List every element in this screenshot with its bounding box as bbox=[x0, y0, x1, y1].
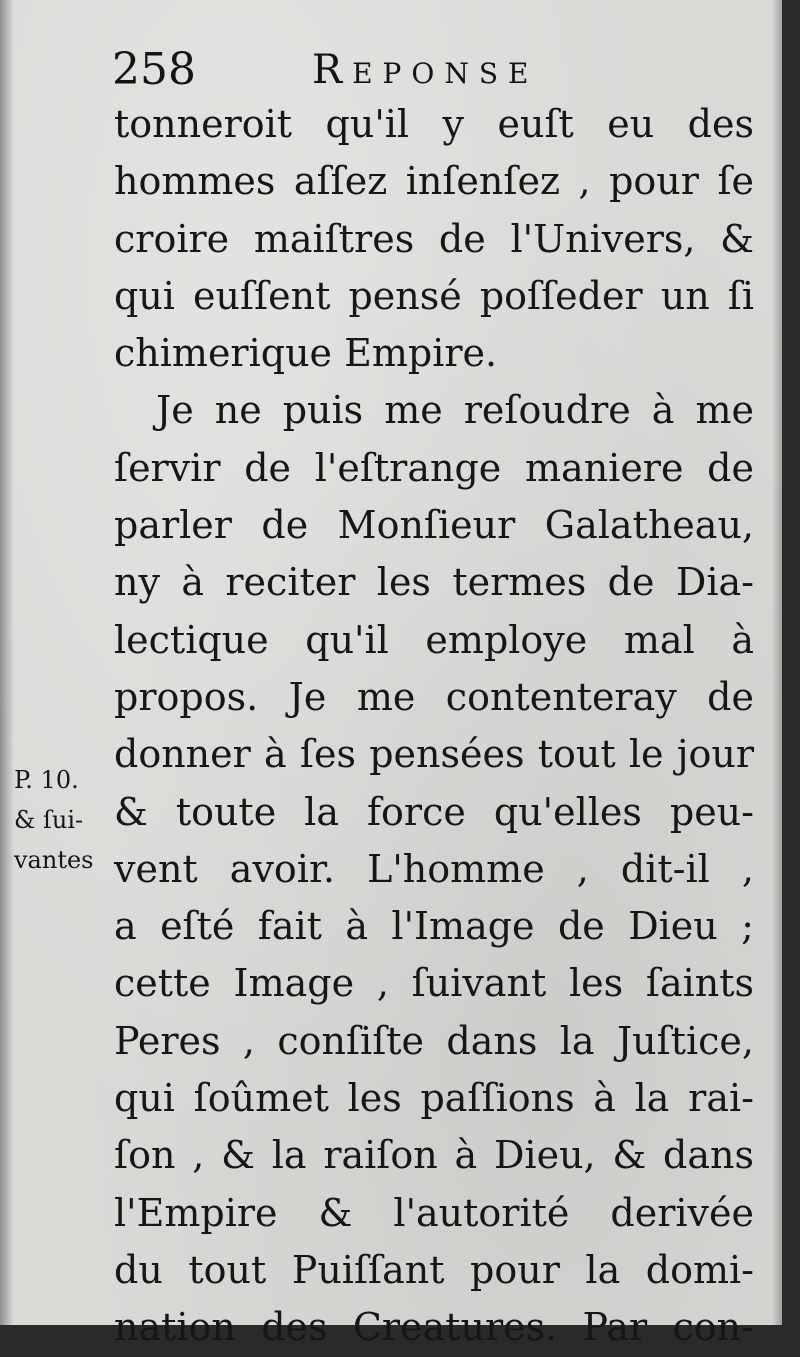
text-line: cette Image , ſuivant les ſaints bbox=[114, 961, 754, 1006]
text-line: donner à ſes pensées tout le jour bbox=[114, 732, 754, 777]
page-header bbox=[112, 40, 752, 96]
paragraph-start-line: Je ne puis me reſoudre à me bbox=[156, 388, 754, 433]
text-line: chimerique Empire. bbox=[114, 331, 498, 376]
text-line: qui ſoûmet les paſſions à la rai- bbox=[114, 1076, 754, 1121]
text-line: parler de Monſieur Galatheau, bbox=[114, 503, 754, 548]
body-text bbox=[114, 96, 754, 1357]
page-edge-shadow bbox=[772, 0, 782, 1325]
text-line: ſervir de l'eſtrange maniere de bbox=[114, 445, 754, 490]
text-line: Peres , conſiſte dans la Juſtice, bbox=[114, 1018, 754, 1063]
text-line: propos. Je me contenteray de bbox=[114, 674, 754, 719]
marginal-note-line: P. 10. bbox=[14, 766, 79, 794]
text-line: du tout Puiſſant pour la domi- bbox=[114, 1247, 754, 1292]
text-line: nation des Creatures. Par con- bbox=[114, 1305, 754, 1350]
text-line: croire maiſtres de l'Univers, & bbox=[114, 216, 754, 261]
text-line: vent avoir. L'homme , dit-il , bbox=[114, 846, 754, 891]
marginal-note-line: vantes bbox=[14, 846, 94, 874]
text-line: hommes aſſez inſenſez , pour ſe bbox=[114, 159, 754, 204]
marginal-note-line: & ſui- bbox=[14, 806, 84, 834]
text-line: l'Empire & l'autorité derivée bbox=[114, 1190, 754, 1235]
marginal-note bbox=[14, 760, 114, 880]
text-line: tonneroit qu'il y euſt eu des bbox=[114, 102, 754, 146]
text-line: lectique qu'il employe mal à bbox=[114, 617, 754, 662]
running-head: Reponse bbox=[312, 47, 539, 93]
text-line: ſon , & la raiſon à Dieu, & dans bbox=[114, 1133, 754, 1178]
text-line: & toute la force qu'elles peu- bbox=[114, 789, 754, 834]
gutter-shadow bbox=[0, 0, 14, 1325]
text-line: a eſté fait à l'Image de Dieu ; bbox=[114, 904, 754, 949]
page-number: 258 bbox=[112, 44, 196, 95]
text-line: qui euſſent pensé poſſeder un ſi bbox=[114, 273, 754, 318]
text-line: ny à reciter les termes de Dia- bbox=[114, 560, 754, 605]
